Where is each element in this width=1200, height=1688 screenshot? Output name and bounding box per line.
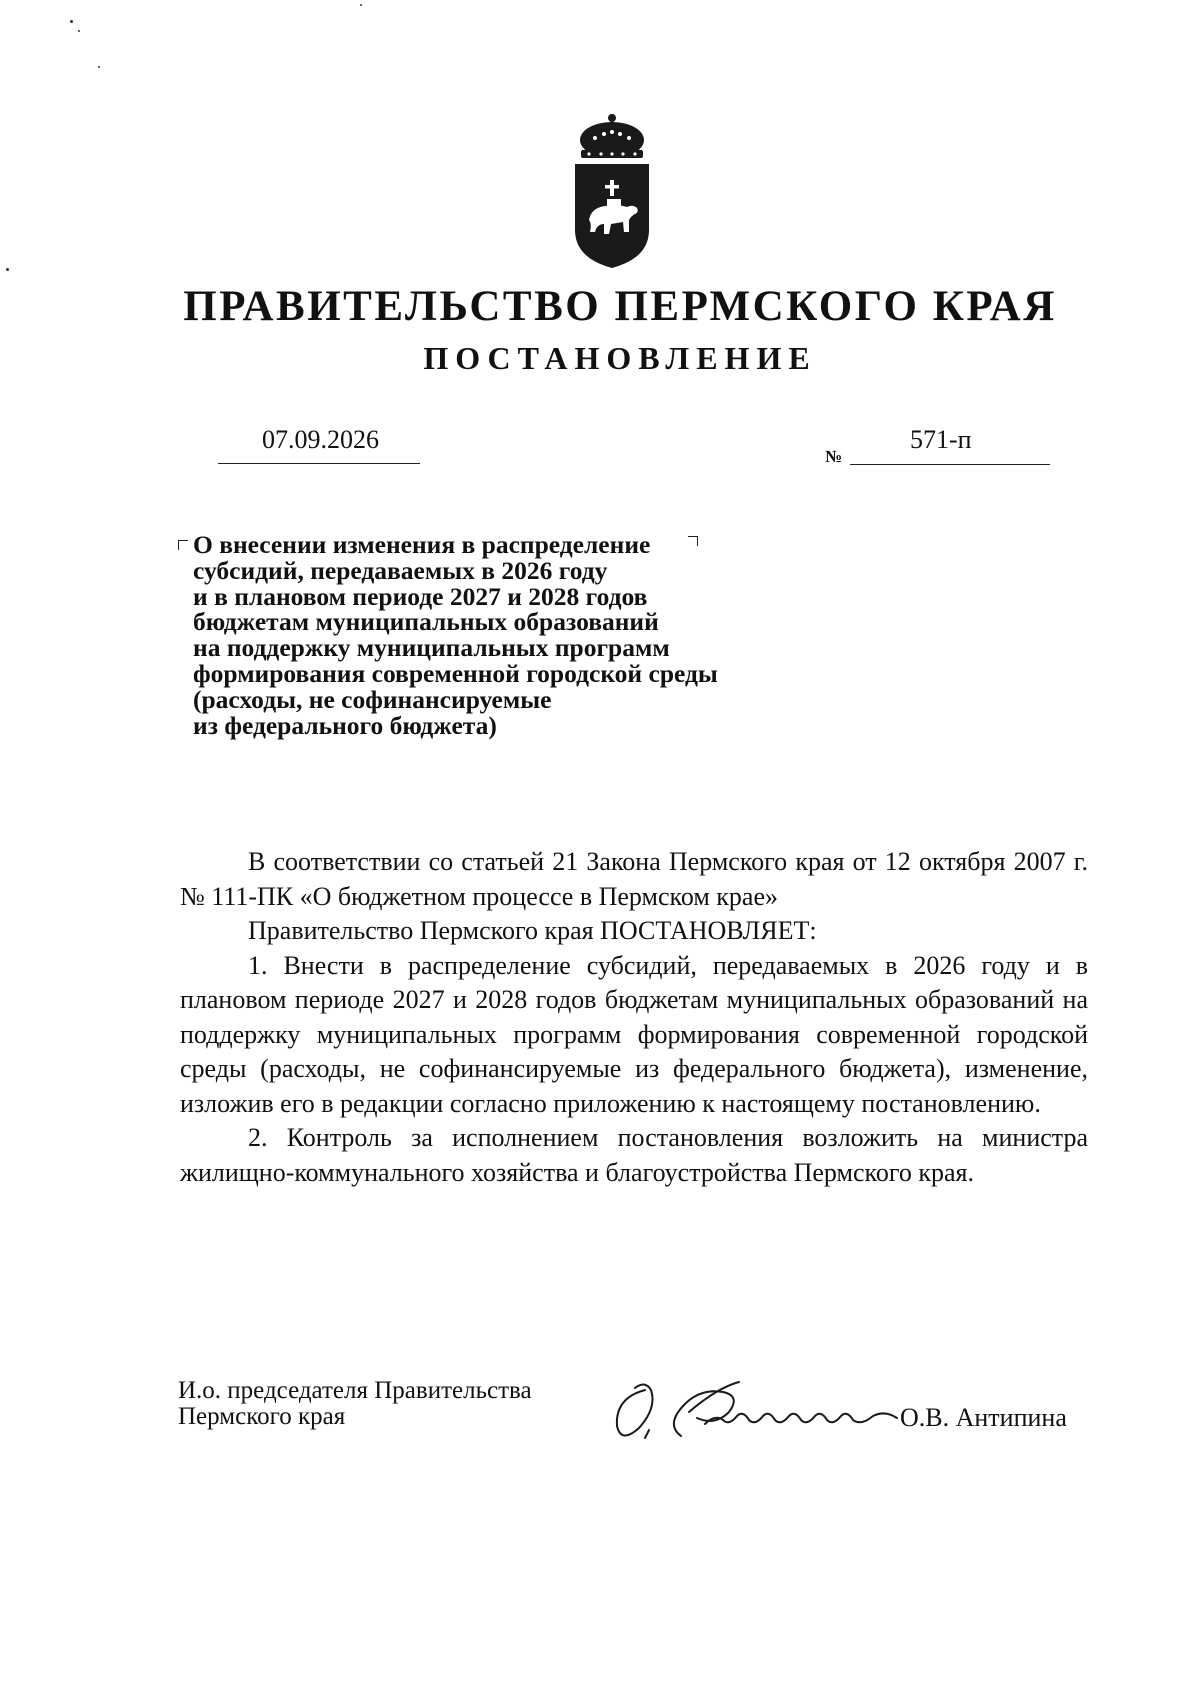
government-title: ПРАВИТЕЛЬСТВО ПЕРМСКОГО КРАЯ [183,283,1057,330]
document-date: 07.09.2026 [262,425,379,454]
body-paragraph: Правительство Пермского края ПОСТАНОВЛЯЕТ: [248,916,817,945]
scan-speck [70,20,73,23]
subject-line: бюджетам муниципальных образований [193,607,659,637]
document-number: 571-п [910,425,972,454]
scan-speck [360,4,362,6]
date-underline [218,463,420,464]
signatory-position [178,1378,532,1430]
document-body [180,845,1088,1190]
subject-line: субсидий, передаваемых в 2026 году [193,555,608,585]
body-paragraph: 1. Внести в распределение субсидий, передаваемых в 2026 году и в плановом периоде 2027 и 2028 годов бюджетам муниципальных образований на поддержку муниципальных программ формирования современной городской среды (расходы, не софинансируемые из федерального бюджета), изменение, изложив его в редакции согласно приложению к настоящему постановлению. [180,950,1088,1118]
scan-speck [98,66,100,68]
body-paragraph: В соответствии со статьей 21 Закона Пермского края от 12 октября 2007 г. № 111-ПК «О бюджетном процессе в Пермском крае» [180,847,1088,911]
signatory-position-line: Пермского края [178,1403,346,1430]
title-bracket-left [178,540,188,550]
subject-line: формирования современной городской среды [193,658,718,688]
scan-speck [6,268,9,271]
subject-line: О внесении изменения в распределение [193,530,651,559]
subject-line: на поддержку муниципальных программ [193,633,670,663]
number-sign: № [825,447,843,466]
subject-line: (расходы, не софинансируемые [193,684,552,714]
coat-of-arms-icon [567,112,657,270]
signatory-position-line: И.о. председателя Правительства [178,1377,532,1404]
body-paragraph: 2. Контроль за исполнением постановления возложить на министра жилищно-коммунального хозяйства и благоустройства Пермского края. [180,1123,1088,1187]
number-underline [850,464,1050,465]
document-type: ПОСТАНОВЛЕНИЕ [423,340,817,376]
subject-line: и в плановом периоде 2027 и 2028 годов [193,581,648,611]
handwritten-signature [605,1368,905,1448]
signer-name: О.В. Антипина [900,1403,1067,1432]
scan-speck [78,30,80,32]
document-subject [193,532,813,738]
subject-line: из федерального бюджета) [193,710,497,740]
